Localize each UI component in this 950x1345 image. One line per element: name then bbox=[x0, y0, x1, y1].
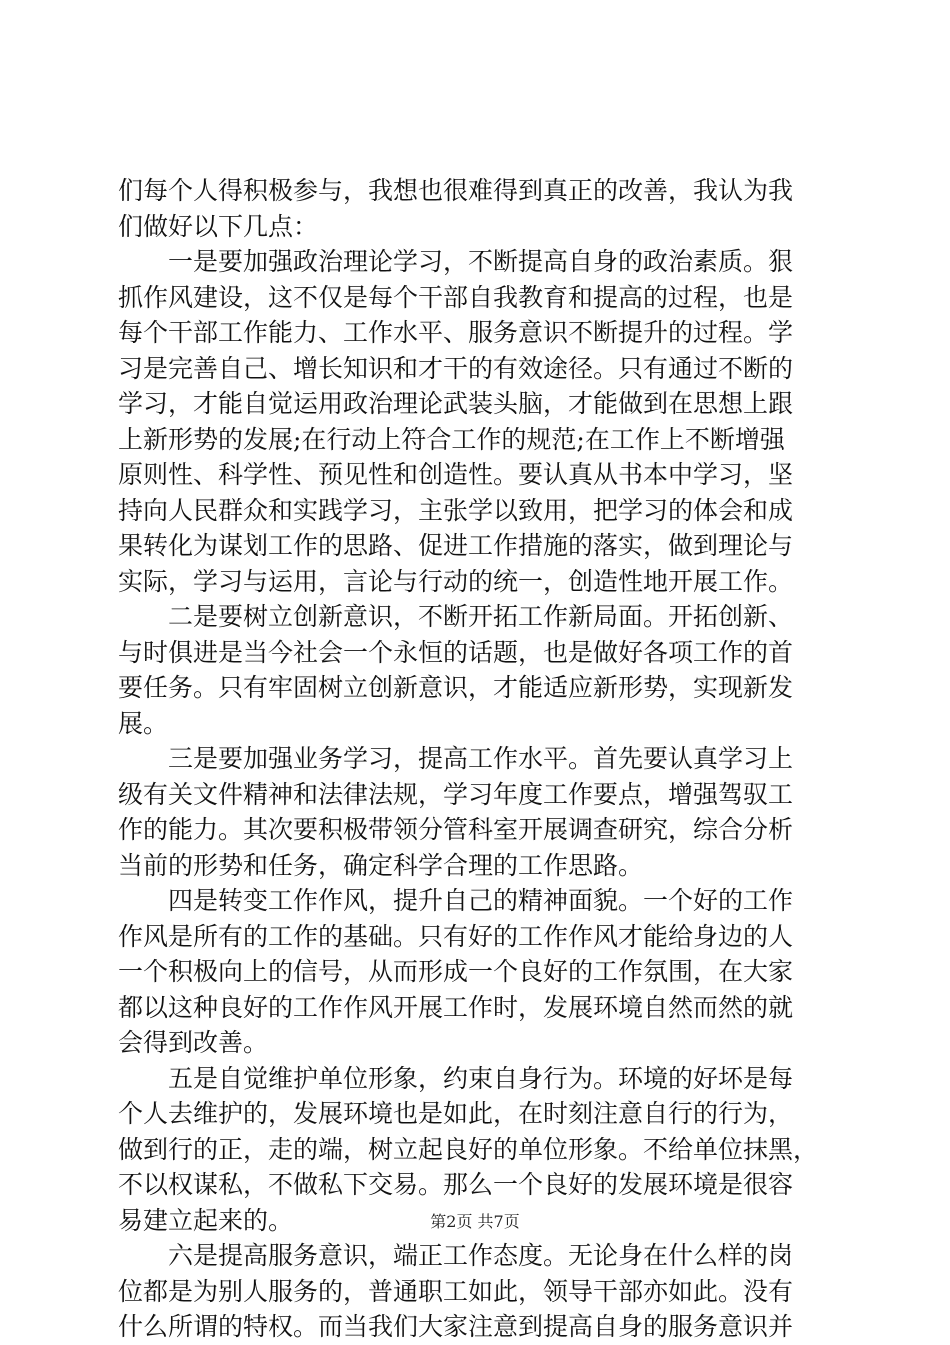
text-line: 们做好以下几点： bbox=[118, 211, 319, 241]
text-line: 抓作风建设，这不仅是每个干部自我教育和提高的过程，也是 bbox=[118, 282, 794, 312]
text-line: 不以权谋私，不做私下交易。那么一个良好的发展环境是很容 bbox=[118, 1170, 794, 1199]
text-line: 作的能力。其次要积极带领分管科室开展调查研究，综合分析 bbox=[118, 815, 794, 844]
text-line: 三是要加强业务学习，提高工作水平。首先要认真学习上 bbox=[118, 744, 794, 773]
text-line: 当前的形势和任务，确定科学合理的工作思路。 bbox=[118, 850, 644, 880]
text-line: 级有关文件精神和法律法规，学习年度工作要点，增强驾驭工 bbox=[118, 779, 794, 809]
text-line: 每个干部工作能力、工作水平、服务意识不断提升的过程。学 bbox=[118, 318, 794, 347]
text-line: 作风是所有的工作的基础。只有好的工作作风才能给身边的人 bbox=[118, 921, 794, 951]
text-line: 原则性、科学性、预见性和创造性。要认真从书本中学习，坚 bbox=[118, 460, 794, 489]
text-line: 六是提高服务意识，端正工作态度。无论身在什么样的岗 bbox=[118, 1241, 794, 1270]
body-text bbox=[118, 173, 838, 1345]
text-line: 四是转变工作作风，提升自己的精神面貌。一个好的工作 bbox=[118, 886, 794, 915]
text-line: 做到行的正，走的端，树立起良好的单位形象。不给单位抹黑， bbox=[118, 1134, 819, 1164]
text-line: 实际，学习与运用，言论与行动的统一，创造性地开展工作。 bbox=[118, 566, 794, 596]
text-line: 五是自觉维护单位形象，约束自身行为。环境的好坏是每 bbox=[118, 1063, 794, 1093]
text-line: 一是要加强政治理论学习，不断提高自身的政治素质。狠 bbox=[118, 247, 794, 276]
text-line: 都以这种良好的工作作风开展工作时，发展环境自然而然的就 bbox=[118, 992, 794, 1022]
text-line: 要任务。只有牢固树立创新意识，才能适应新形势，实现新发 bbox=[118, 673, 794, 702]
text-line: 会得到改善。 bbox=[118, 1028, 269, 1057]
text-line: 二是要树立创新意识，不断开拓工作新局面。开拓创新、 bbox=[118, 602, 794, 631]
text-line: 什么所谓的特权。而当我们大家注意到提高自身的服务意识并 bbox=[118, 1312, 794, 1341]
text-line: 与时俱进是当今社会一个永恒的话题，也是做好各项工作的首 bbox=[118, 637, 794, 667]
page-number-label: 第2页 共7页 bbox=[430, 1212, 520, 1231]
page-footer bbox=[0, 1211, 950, 1233]
text-line: 习是完善自己、增长知识和才干的有效途径。只有通过不断的 bbox=[118, 353, 794, 383]
text-line: 位都是为别人服务的，普通职工如此，领导干部亦如此。没有 bbox=[118, 1276, 794, 1306]
text-line: 们每个人得积极参与，我想也很难得到真正的改善，我认为我 bbox=[118, 176, 794, 205]
text-line: 学习，才能自觉运用政治理论武装头脑，才能做到在思想上跟 bbox=[118, 389, 794, 418]
text-line: 上新形势的发展;在行动上符合工作的规范;在工作上不断增强 bbox=[118, 424, 785, 454]
text-line: 易建立起来的。 bbox=[118, 1205, 294, 1235]
text-line: 个人去维护的，发展环境也是如此，在时刻注意自行的行为， bbox=[118, 1099, 794, 1128]
text-line: 果转化为谋划工作的思路、促进工作措施的落实，做到理论与 bbox=[118, 531, 794, 560]
text-line: 展。 bbox=[118, 708, 169, 738]
text-line: 持向人民群众和实践学习，主张学以致用，把学习的体会和成 bbox=[118, 495, 794, 525]
text-line: 一个积极向上的信号，从而形成一个良好的工作氛围，在大家 bbox=[118, 957, 794, 986]
